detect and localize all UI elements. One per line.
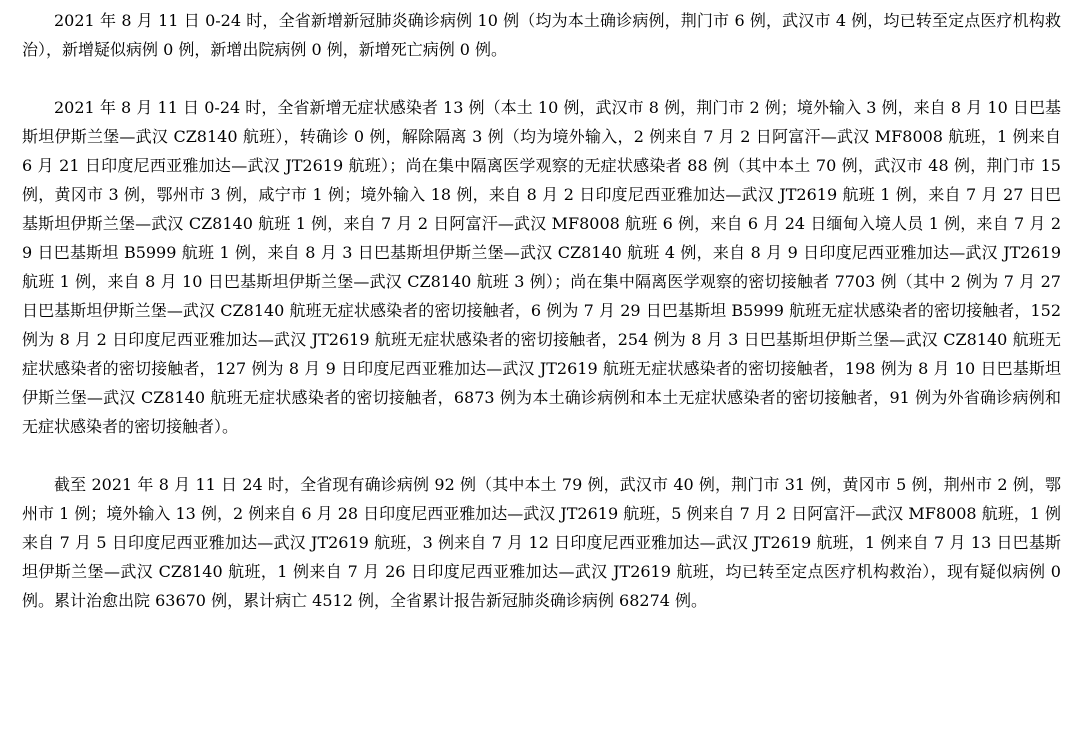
- paragraph-spacer: [22, 64, 1061, 93]
- paragraph-cumulative-summary: 截至 2021 年 8 月 11 日 24 时，全省现有确诊病例 92 例（其中本土 79 例，武汉市 40 例，荆门市 31 例，黄冈市 5 例，荆州市 2 例，鄂州市 1 例；境外输入 13 例，2 例来自 6 月 28 日印度尼西亚雅加达—武汉 JT2619 航班，5 例来自 7 月 2 日阿富汗—武汉 MF8008 航班，1 例来自 7 月 5 日印度尼西亚雅加达—武汉 JT2619 航班，3 例来自 7 月 12 日印度尼西亚雅加达—武汉 JT2619 航班，1 例来自 7 月 13 日巴基斯坦伊斯兰堡—武汉 CZ8140 航班，1 例来自 7 月 26 日印度尼西亚雅加达—武汉 JT2619 航班，均已转至定点医疗机构救治），现有疑似病例 0 例。累计治愈出院 63670 例，累计病亡 4512 例，全省累计报告新冠肺炎确诊病例 68274 例。: [22, 475, 1061, 610]
- paragraph-asymptomatic-infections: 2021 年 8 月 11 日 0-24 时，全省新增无症状感染者 13 例（本土 10 例，武汉市 8 例，荆门市 2 例；境外输入 3 例，来自 8 月 10 日巴基斯坦伊斯兰堡—武汉 CZ8140 航班），转确诊 0 例，解除隔离 3 例（均为境外输入，2 例来自 7 月 2 日阿富汗—武汉 MF8008 航班，1 例来自 6 月 21 日印度尼西亚雅加达—武汉 JT2619 航班）；尚在集中隔离医学观察的无症状感染者 88 例（其中本土 70 例，武汉市 48 例，荆门市 15 例，黄冈市 3 例，鄂州市 3 例，咸宁市 1 例；境外输入 18 例，来自 8 月 2 日印度尼西亚雅加达—武汉 JT2619 航班 1 例，来自 7 月 27 日巴基斯坦伊斯兰堡—武汉 CZ8140 航班 1 例，来自 7 月 2 日阿富汗—武汉 MF8008 航班 6 例，来自 6 月 24 日缅甸入境人员 1 例，来自 7 月 29 日巴基斯坦 B5999 航班 1 例，来自 8 月 3 日巴基斯坦伊斯兰堡—武汉 CZ8140 航班 4 例，来自 8 月 9 日印度尼西亚雅加达—武汉 JT2619 航班 1 例，来自 8 月 10 日巴基斯坦伊斯兰堡—武汉 CZ8140 航班 3 例）；尚在集中隔离医学观察的密切接触者 7703 例（其中 2 例为 7 月 27 日巴基斯坦伊斯兰堡—武汉 CZ8140 航班无症状感染者的密切接触者，6 例为 7 月 29 日巴基斯坦 B5999 航班无症状感染者的密切接触者，152 例为 8 月 2 日印度尼西亚雅加达—武汉 JT2619 航班无症状感染者的密切接触者，254 例为 8 月 3 日巴基斯坦伊斯兰堡—武汉 CZ8140 航班无症状感染者的密切接触者，127 例为 8 月 9 日印度尼西亚雅加达—武汉 JT2619 航班无症状感染者的密切接触者，198 例为 8 月 10 日巴基斯坦伊斯兰堡—武汉 CZ8140 航班无症状感染者的密切接触者，6873 例为本土确诊病例和本土无症状感染者的密切接触者，91 例为外省确诊病例和无症状感染者的密切接触者）。: [22, 98, 1061, 436]
- paragraph-spacer: [22, 441, 1061, 470]
- paragraph-new-confirmed-cases: 2021 年 8 月 11 日 0-24 时，全省新增新冠肺炎确诊病例 10 例（均为本土确诊病例，荆门市 6 例，武汉市 4 例，均已转至定点医疗机构救治），新增疑似病例 0 例，新增出院病例 0 例，新增死亡病例 0 例。: [22, 11, 1061, 59]
